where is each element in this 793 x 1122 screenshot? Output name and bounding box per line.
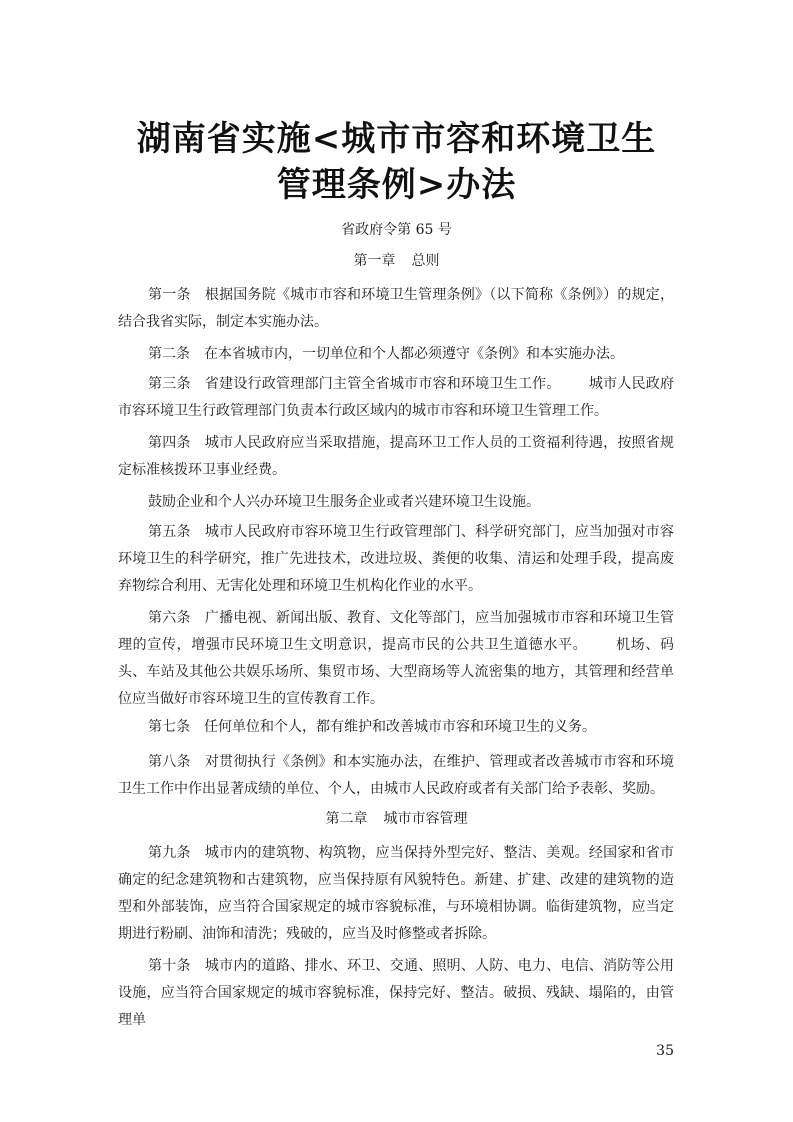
article-10 [118,953,674,1034]
article-number: 第六条 [148,610,191,626]
article-number: 第十条 [148,958,191,974]
article-text: 省建设行政管理部门主管全省城市市容和环境卫生工作。 [204,376,561,392]
chapter-name: 城市市容管理 [383,811,468,827]
article-9 [118,840,674,948]
article-number: 第九条 [148,845,191,861]
article-text: 根据国务院《城市市容和环境卫生管理条例》（以下简称《条例》）的规定，结合我省实际，制定本实施办法。 [118,287,675,330]
article-6 [118,605,674,713]
article-text: 城市人民政府市容环境卫生行政管理部门、科学研究部门，应当加强对市容环境卫生的科学研究，推广先进技术，改进垃圾、粪便的收集、清运和处理手段，提高废弃物综合利用、无害化处理和环境卫生机构化作业的水平。 [118,524,675,594]
article-4 [118,430,674,484]
article-4-paragraph-2 [118,489,674,516]
article-number: 第五条 [148,524,191,540]
article-5 [118,519,674,600]
article-text-continued: 城市人民政府市容环境卫生行政管理部门负责本行政区域内的城市市容和环境卫生管理工作。 [118,376,675,419]
article-2 [118,341,674,368]
article-text: 城市内的建筑物、构筑物，应当保持外型完好、整洁、美观。经国家和省市确定的纪念建筑物和古建筑物，应当保持原有风貌特色。新建、扩建、改建的建筑物的造型和外部装饰，应当符合国家规定的城市容貌标准，与环境相协调。临街建筑物，应当定期进行粉刷、油饰和清洗；残破的，应当及时修整或者拆除。 [118,845,675,942]
article-number: 第三条 [148,376,191,392]
document-title-line1: 湖南省实施<城市市容和环境卫生 [136,119,657,159]
article-text: 鼓励企业和个人兴办环境卫生服务企业或者兴建环境卫生设施。 [148,494,540,510]
government-order-number: 省政府令第 65 号 [341,222,452,238]
article-number: 第七条 [148,719,190,735]
article-number: 第四条 [148,435,191,451]
document-title-line2: 管理条例>办法 [276,165,517,205]
chapter-heading-1 [0,251,793,271]
article-1 [118,282,674,336]
article-7 [118,714,674,741]
article-text: 对贯彻执行《条例》和本实施办法，在维护、管理或者改善城市市容和环境卫生工作中作出显著成绩的单位、个人，由城市人民政府或者有关部门给予表彰、奖励。 [118,754,675,797]
article-text: 城市内的道路、排水、环卫、交通、照明、人防、电力、电信、消防等公用设施，应当符合国家规定的城市容貌标准，保持完好、整洁。破损、残缺、塌陷的，由管理单 [118,958,675,1028]
chapter-heading-2 [0,809,793,829]
chapter-number: 第一章 [353,253,396,269]
article-3 [118,371,674,425]
article-8 [118,749,674,803]
article-number: 第二条 [148,346,190,362]
article-text: 城市人民政府应当采取措施，提高环卫工作人员的工资福利待遇，按照省规定标准核拨环卫事业经费。 [118,435,675,478]
article-text: 广播电视、新闻出版、教育、文化等部门，应当加强城市市容和环境卫生管理的宣传，增强市民环境卫生文明意识，提高市民的公共卫生道德水平。 [118,610,675,653]
article-number: 第八条 [148,754,191,770]
article-text-continued: 机场、码头、车站及其他公共娱乐场所、集贸市场、大型商场等人流密集的地方，其管理和经营单位应当做好市容环境卫生的宣传教育工作。 [118,637,675,707]
chapter-name: 总则 [411,253,440,269]
article-text: 在本省城市内，一切单位和个人都必须遵守《条例》和本实施办法。 [204,346,624,362]
page-number: 35 [656,1043,674,1059]
article-number: 第一条 [148,287,191,303]
article-text: 任何单位和个人，都有维护和改善城市市容和环境卫生的义务。 [204,719,596,735]
chapter-number: 第二章 [325,811,368,827]
